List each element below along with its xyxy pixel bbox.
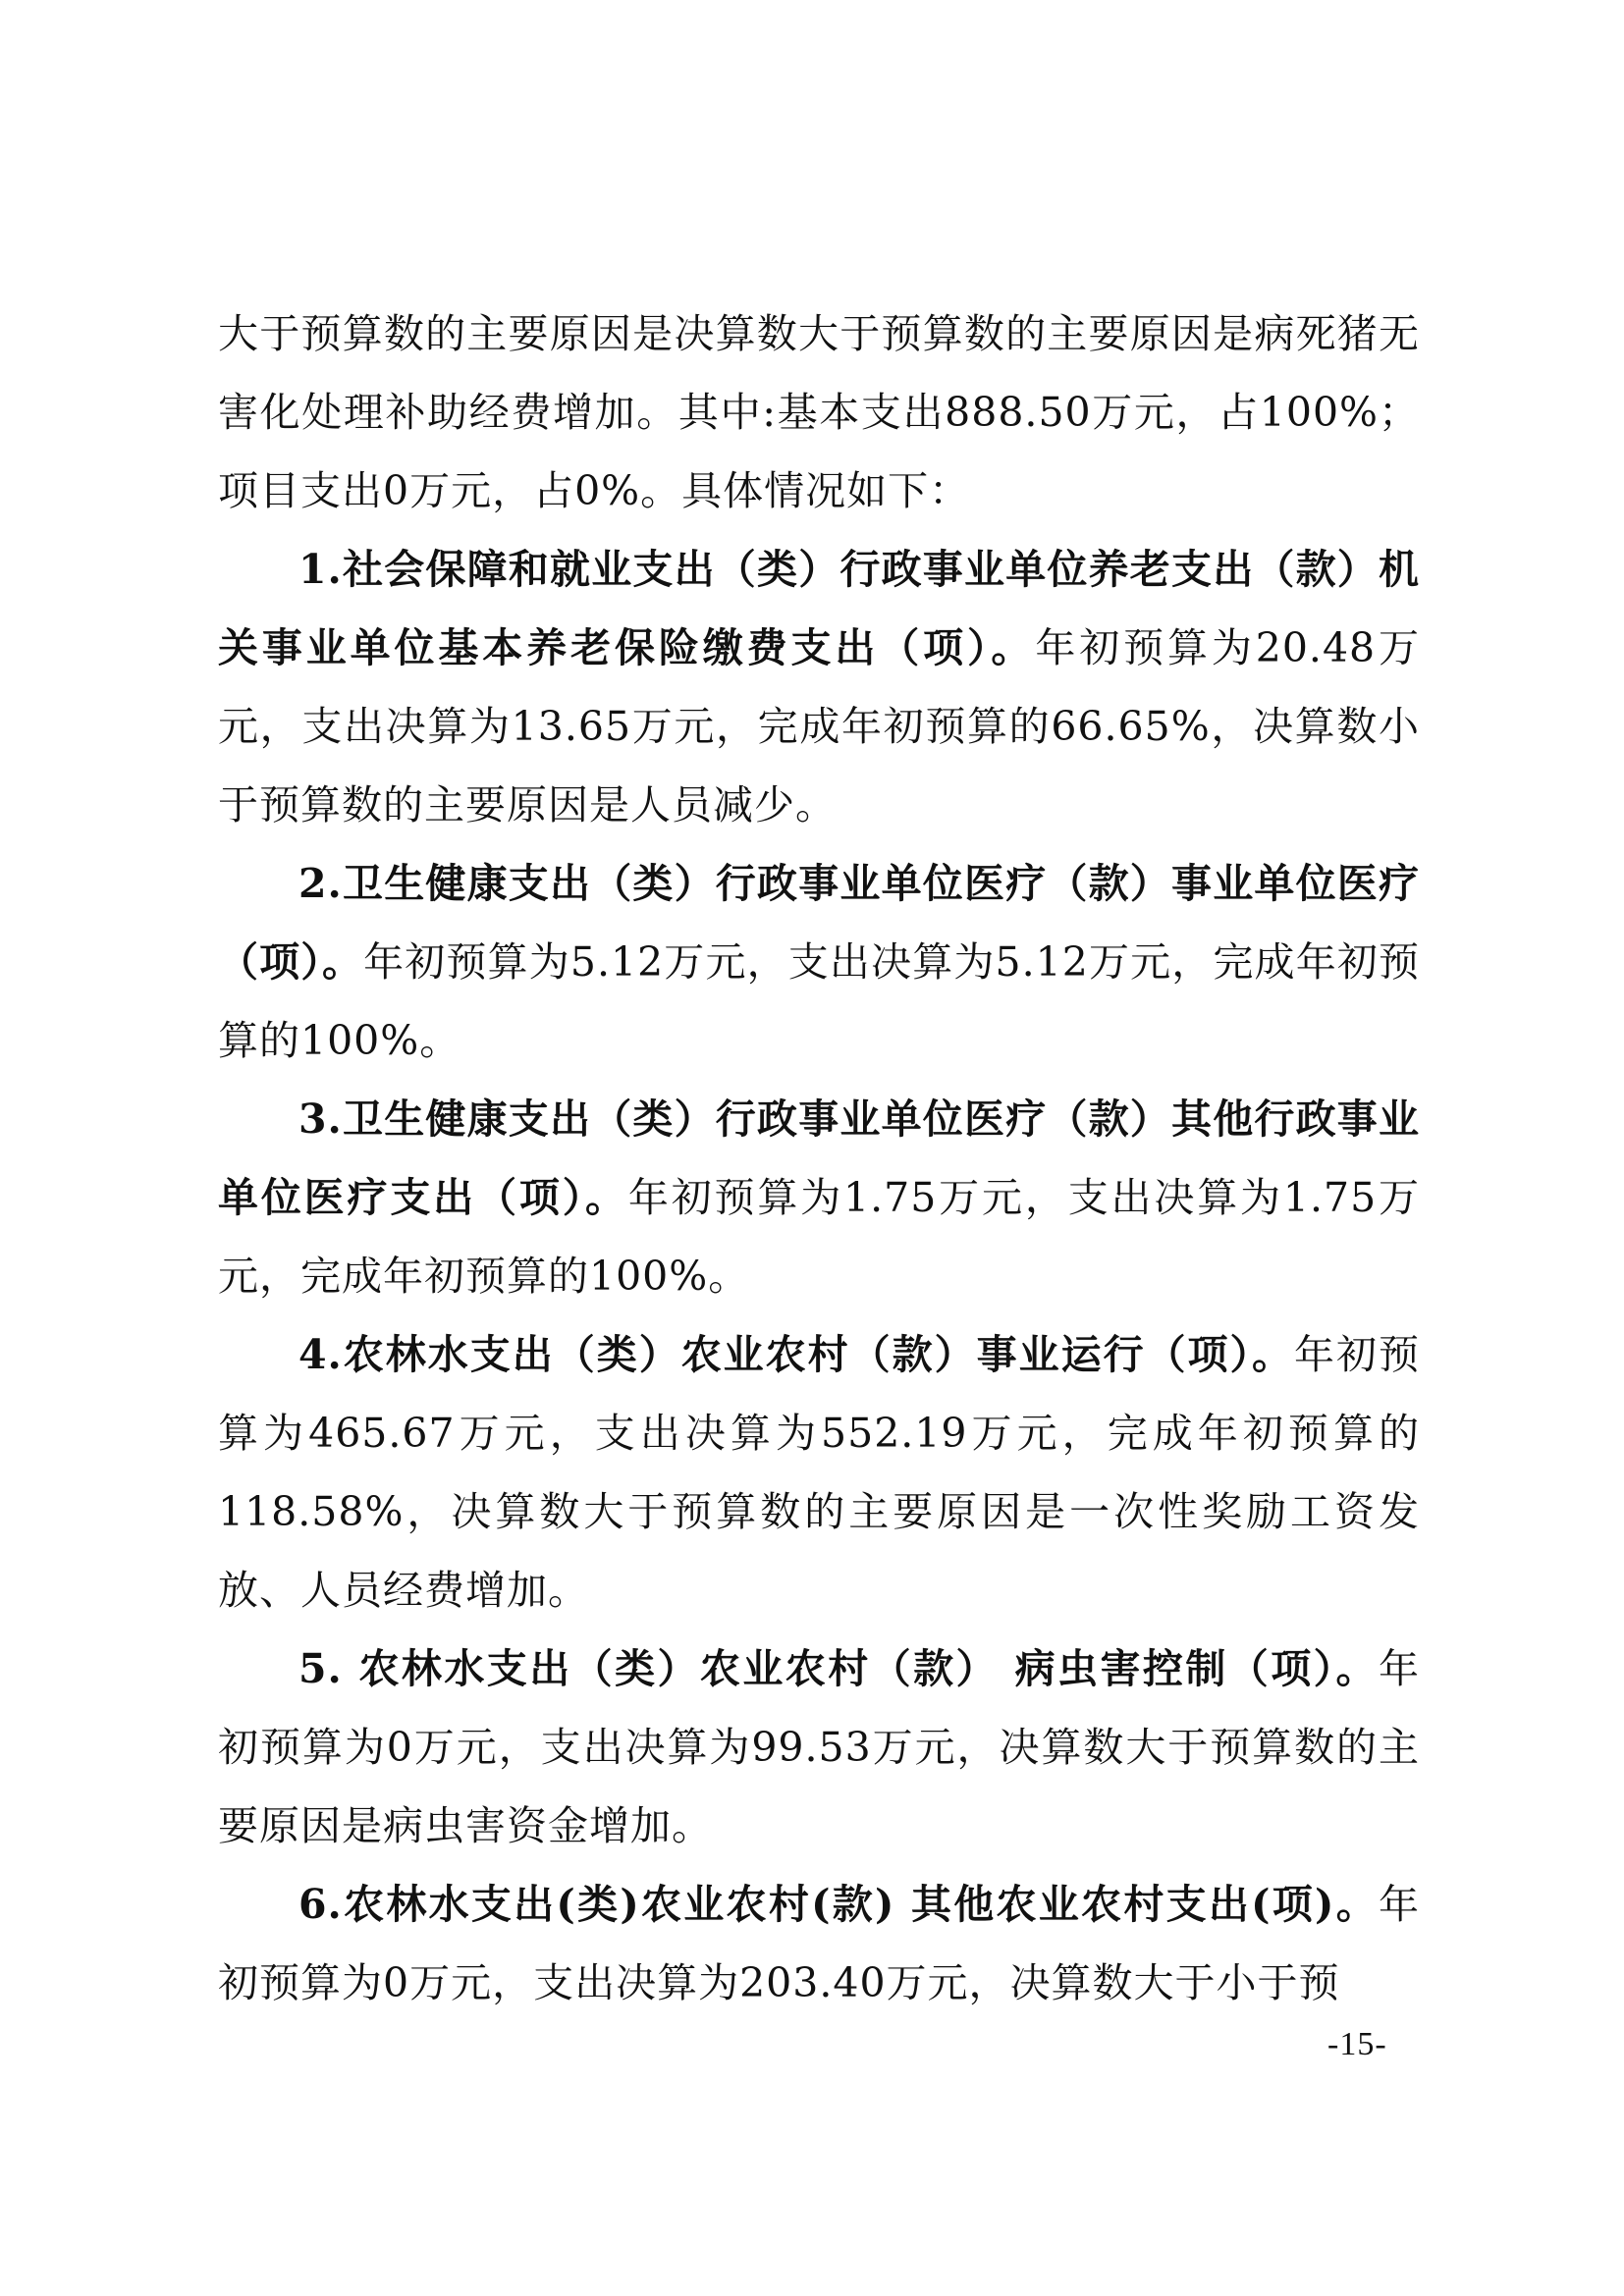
body-text (218, 294, 1420, 2022)
paragraph-intro (218, 294, 1420, 530)
paragraph-item-6 (218, 1865, 1420, 2022)
paragraph-item-3 (218, 1080, 1420, 1315)
paragraph-body: 大于预算数的主要原因是决算数大于预算数的主要原因是病死猪无害化处理补助经费增加。其中:基本支出888.50万元，占100%；项目支出0万元，占0%。具体情况如下： (218, 310, 1420, 514)
paragraph-heading: 3.卫生健康支出（类）行政事业单位医疗（款）其他行政事业单位医疗支出（项）。 (218, 1095, 1420, 1221)
paragraph-body: 年初预算为0万元，支出决算为99.53万元，决算数大于预算数的主要原因是病虫害资金增加。 (218, 1645, 1420, 1849)
paragraph-item-1 (218, 530, 1420, 844)
paragraph-heading: 1.社会保障和就业支出（类）行政事业单位养老支出（款）机关事业单位基本养老保险缴费支出（项）。 (218, 546, 1420, 671)
paragraph-heading: 4.农林水支出（类）农业农村（款）事业运行（项）。 (298, 1331, 1295, 1378)
paragraph-body: 年初预算为465.67万元，支出决算为552.19万元，完成年初预算的118.58%，决算数大于预算数的主要原因是一次性奖励工资发放、人员经费增加。 (218, 1331, 1420, 1614)
paragraph-item-2 (218, 844, 1420, 1080)
paragraph-heading: 6.农林水支出(类)农业农村(款) 其他农业农村支出(项)。 (298, 1881, 1379, 1928)
paragraph-item-4 (218, 1315, 1420, 1629)
paragraph-body: 年初预算为0万元，支出决算为203.40万元，决算数大于小于预 (218, 1881, 1420, 2006)
paragraph-heading: 5. 农林水支出（类）农业农村（款） 病虫害控制（项）。 (298, 1645, 1379, 1692)
paragraph-body: 年初预算为20.48万元，支出决算为13.65万元，完成年初预算的66.65%，决算数小于预算数的主要原因是人员减少。 (218, 624, 1421, 828)
paragraph-body: 年初预算为1.75万元，支出决算为1.75万元，完成年初预算的100%。 (218, 1174, 1421, 1300)
page-number: -15- (1327, 2026, 1387, 2062)
paragraph-item-5 (218, 1629, 1420, 1865)
paragraph-heading: 2.卫生健康支出（类）行政事业单位医疗（款）事业单位医疗（项）。 (218, 860, 1420, 986)
paragraph-body: 年初预算为5.12万元，支出决算为5.12万元，完成年初预算的100%。 (218, 938, 1421, 1064)
